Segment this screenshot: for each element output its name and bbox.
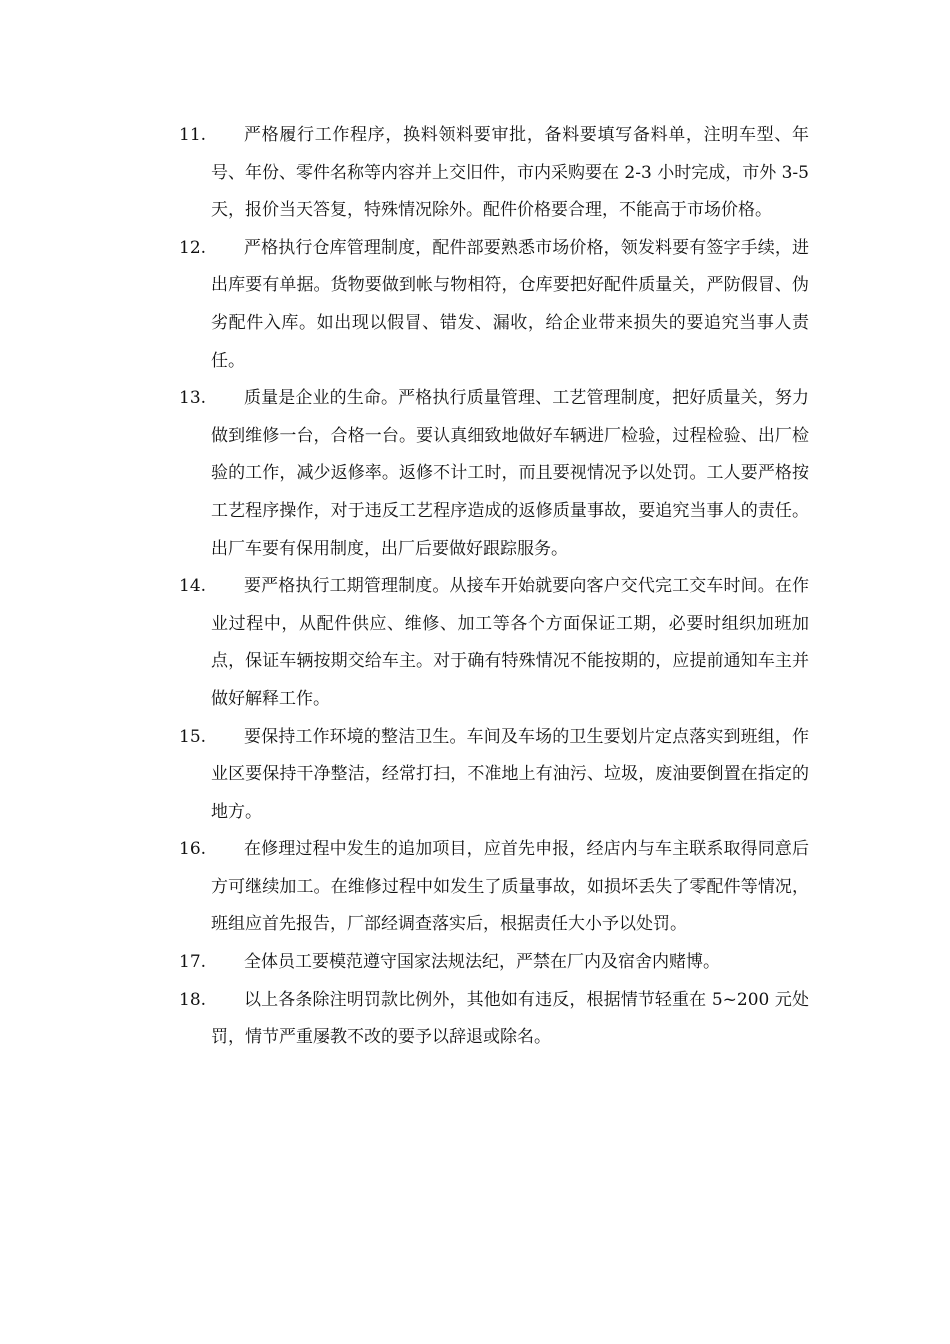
rule-number: 11. [179, 125, 207, 145]
rule-number: 13. [179, 388, 207, 409]
rule-item [179, 982, 809, 1057]
rule-text: 要严格执行工期管理制度。从接车开始就要向客户交代完工交车时间。在作业过程中，从配件供应、维修、加工等各个方面保证工期，必要时组织加班加点，保证车辆按期交给车主。对于确有特殊情况不能按期的，应提前通知车主并做好解释工作。 [211, 576, 809, 709]
rule-number: 17. [179, 952, 207, 973]
rule-item [179, 230, 809, 380]
rules-list [179, 117, 809, 1057]
rule-text: 全体员工要模范遵守国家法规法纪，严禁在厂内及宿舍内赌博。 [244, 952, 720, 973]
rule-number: 18. [179, 989, 207, 1010]
rule-item [179, 831, 809, 944]
rule-item [179, 944, 809, 982]
rule-text: 以上各条除注明罚款比例外，其他如有违反，根据情节轻重在 5~200 元处罚，情节严重屡教不改的要予以辞退或除名。 [211, 989, 809, 1048]
rule-item [179, 117, 809, 230]
rule-number: 16. [179, 839, 207, 860]
rule-number: 12. [179, 237, 207, 258]
rule-text: 在修理过程中发生的追加项目，应首先申报，经店内与车主联系取得同意后方可继续加工。在维修过程中如发生了质量事故，如损坏丢失了零配件等情况，班组应首先报告，厂部经调查落实后，根据责任大小予以处罚。 [211, 839, 809, 935]
rule-text: 要保持工作环境的整洁卫生。车间及车场的卫生要划片定点落实到班组，作业区要保持干净整洁，经常打扫，不准地上有油污、垃圾，废油要倒置在指定的地方。 [211, 726, 809, 822]
rule-item [179, 380, 809, 568]
rule-text: 严格履行工作程序，换料领料要审批，备料要填写备料单，注明车型、年号、年份、零件名称等内容并上交旧件，市内采购要在 2-3 小时完成，市外 3-5 天，报价当天答复，特殊情况除外。配件价格要合理，不能高于市场价格。 [211, 125, 809, 221]
rule-item [179, 719, 809, 832]
rule-text: 质量是企业的生命。严格执行质量管理、工艺管理制度，把好质量关，努力做到维修一台，合格一台。要认真细致地做好车辆进厂检验，过程检验、出厂检验的工作，减少返修率。返修不计工时，而且要视情况予以处罚。工人要严格按工艺程序操作，对于违反工艺程序造成的返修质量事故，要追究当事人的责任。出厂车要有保用制度，出厂后要做好跟踪服务。 [211, 388, 809, 559]
rule-text: 严格执行仓库管理制度，配件部要熟悉市场价格，领发料要有签字手续，进出库要有单据。货物要做到帐与物相符，仓库要把好配件质量关，严防假冒、伪劣配件入库。如出现以假冒、错发、漏收，给企业带来损失的要追究当事人责任。 [211, 237, 809, 371]
rule-number: 15. [179, 726, 207, 747]
rule-number: 14. [179, 576, 207, 597]
rule-item [179, 568, 809, 718]
